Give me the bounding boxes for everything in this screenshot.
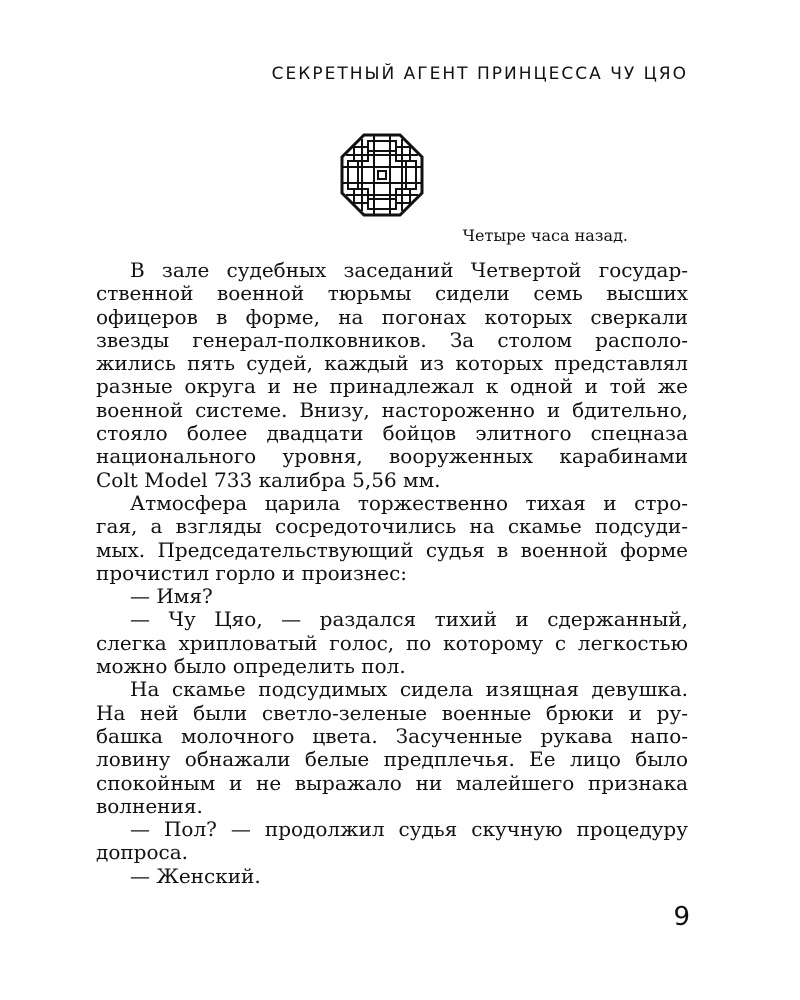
- text-line: В зале судебных заседаний Четвертой государ-: [130, 258, 688, 282]
- text-line: допроса.: [96, 840, 189, 865]
- text-line: — Имя?: [130, 584, 213, 609]
- text-line: прочистил горло и произнес:: [96, 560, 408, 585]
- text-line: — Чу Цяо, — раздался тихий и сдержанный,: [130, 607, 688, 632]
- text-line: Атмосфера царила торжественно тихая и стро-: [130, 490, 688, 515]
- running-title: СЕКРЕТНЫЙ АГЕНТ ПРИНЦЕССА ЧУ ЦЯО: [271, 64, 688, 84]
- page-number: 9: [673, 902, 690, 932]
- text-line: военной системе. Внизу, настороженно и бдительно,: [96, 397, 688, 422]
- text-line: офицеров в форме, на погонах которых сверкали: [96, 304, 688, 329]
- text-line: На ней были светло-зеленые военные брюки и ру-: [96, 700, 688, 725]
- text-line: — Женский.: [130, 863, 261, 888]
- text-line: волнения.: [96, 793, 203, 818]
- text-line: мых. Председательствующий судья в военной форме: [96, 537, 688, 562]
- paragraph: [96, 678, 688, 818]
- paragraph: [96, 259, 688, 492]
- text-line: звезды генерал-полковников. За столом располо-: [96, 327, 688, 352]
- text-line: можно было определить пол.: [96, 654, 406, 679]
- paragraph: [96, 492, 688, 585]
- dialogue-paragraph: [96, 865, 688, 888]
- text-line: Colt Model 733 калибра 5,56 мм.: [96, 467, 441, 492]
- text-line: жились пять судей, каждый из которых представлял: [96, 351, 688, 376]
- text-line: ловину обнажали белые предплечья. Ее лицо было: [96, 747, 688, 772]
- text-line: спокойным и не выражало ни малейшего признака: [96, 770, 688, 795]
- body-text: [96, 259, 688, 888]
- dialogue-paragraph: [96, 608, 688, 678]
- text-line: слегка хрипловатый голос, по которому с легкостью: [96, 630, 688, 655]
- dialogue-paragraph: [96, 585, 688, 608]
- time-note: Четыре часа назад.: [462, 226, 628, 245]
- text-line: башка молочного цвета. Засученные рукава напо-: [96, 723, 688, 748]
- dialogue-paragraph: [96, 818, 688, 865]
- text-line: национального уровня, вооруженных карабинами: [96, 444, 688, 469]
- text-line: разные округа и не принадлежал к одной и той же: [96, 374, 688, 399]
- octagon-lattice-ornament-icon: [340, 133, 424, 217]
- text-line: На скамье подсудимых сидела изящная девушка.: [130, 677, 688, 702]
- text-line: гая, а взгляды сосредоточились на скамье подсуди-: [96, 514, 688, 539]
- text-line: стояло более двадцати бойцов элитного спецназа: [96, 421, 688, 446]
- text-line: — Пол? — продолжил судья скучную процедуру: [130, 817, 688, 842]
- text-line: ственной военной тюрьмы сидели семь высших: [96, 281, 688, 306]
